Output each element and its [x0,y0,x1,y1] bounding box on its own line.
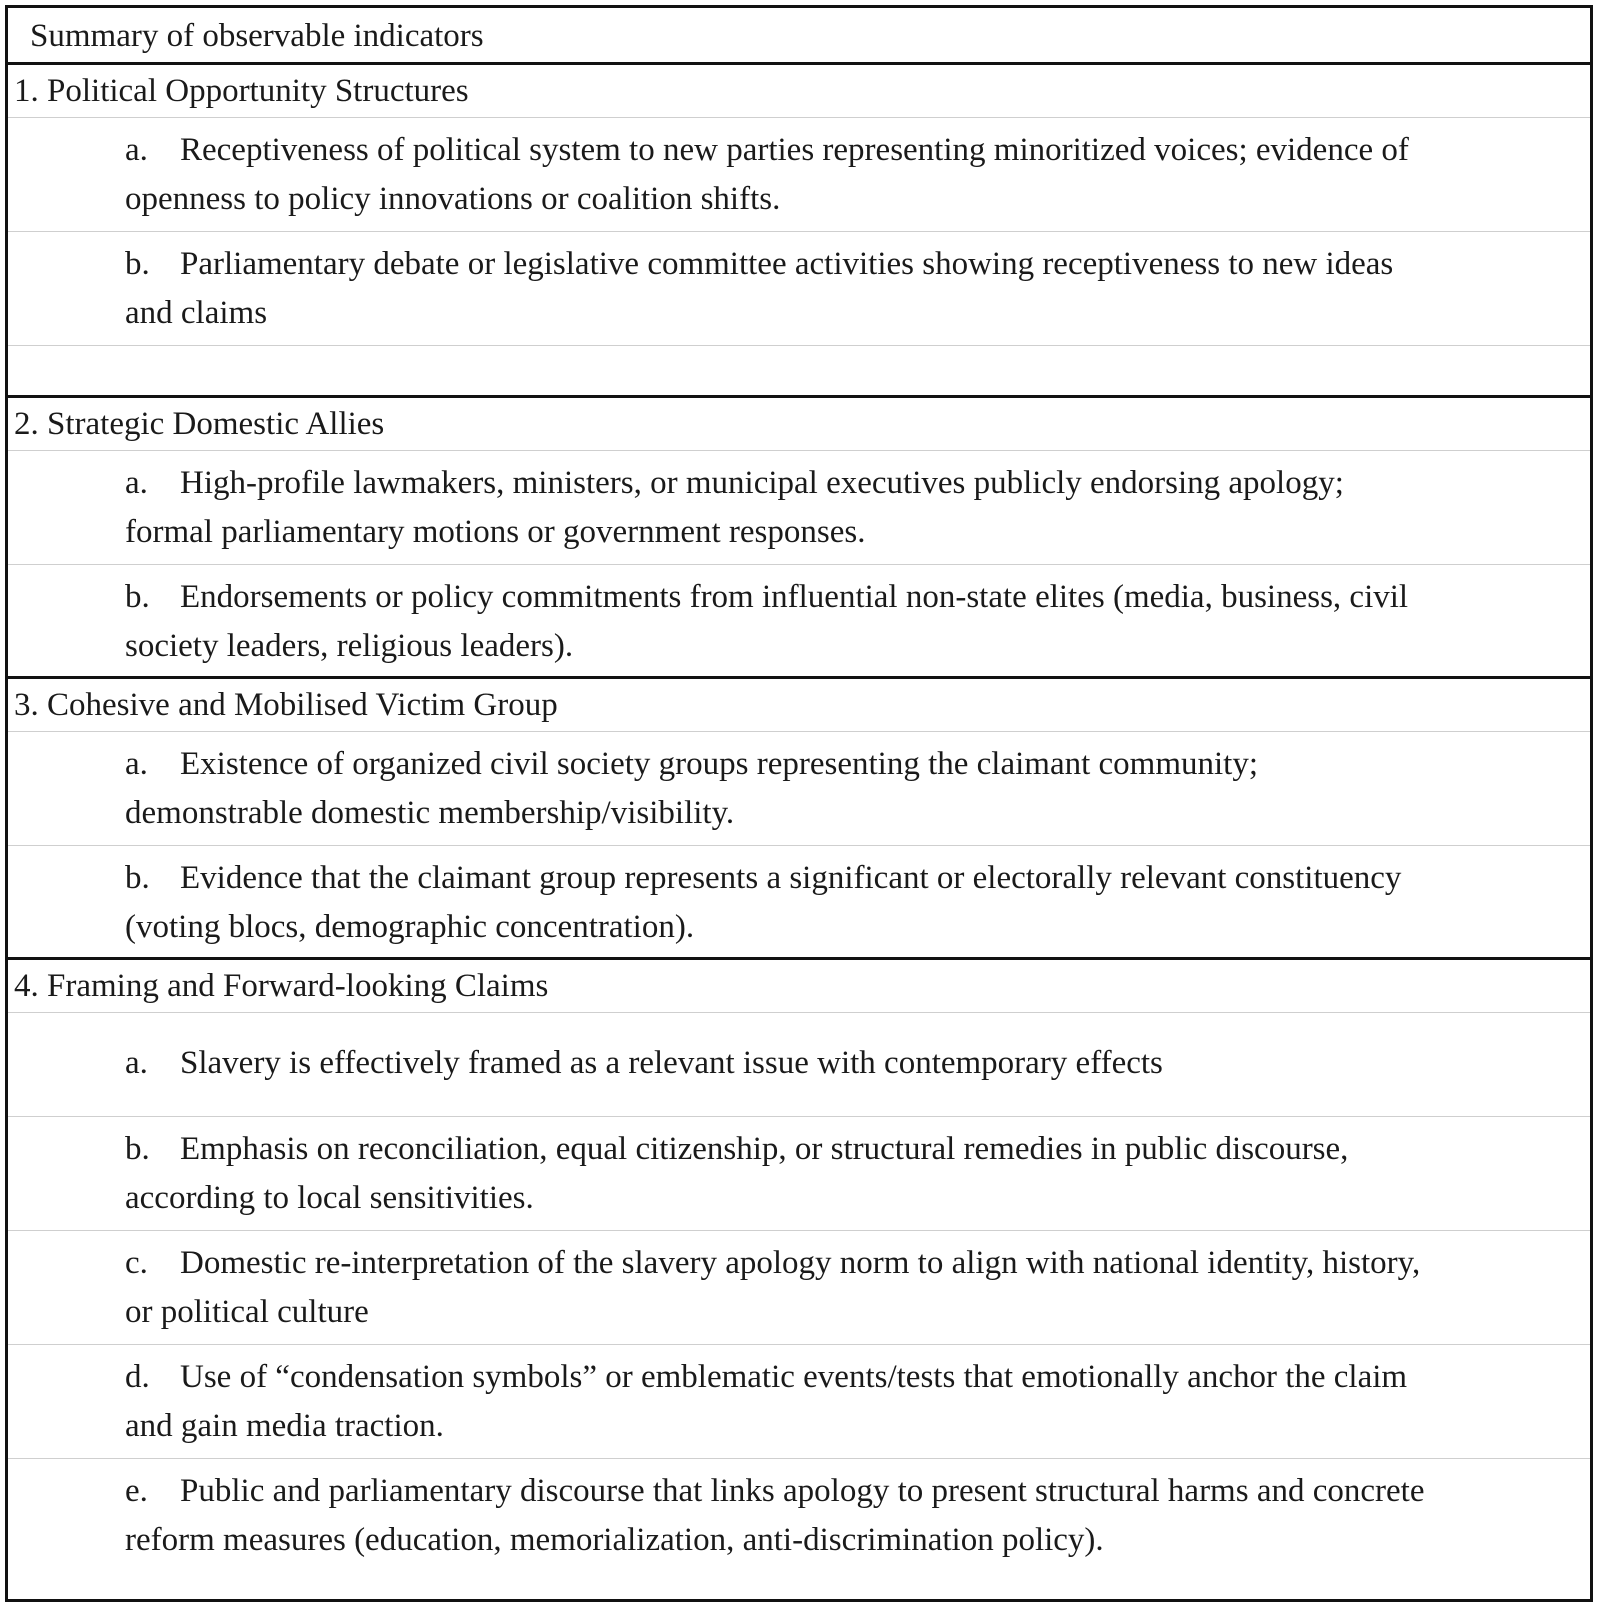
item-text-line1: Endorsements or policy commitments from influential non-state elites (media, business, civil [180,579,1409,615]
table-title: Summary of observable indicators [30,18,484,54]
item-letter: b. [125,1131,150,1167]
item-letter: b. [125,860,150,896]
item-letter: a. [125,132,148,168]
item-text-line1: Public and parliamentary discourse that links apology to present structural harms and concrete [180,1473,1425,1509]
item-text-line1: Use of “condensation symbols” or emblematic events/tests that emotionally anchor the claim [180,1359,1408,1395]
empty-row [8,346,1590,398]
item-text-line1: Receptiveness of political system to new parties representing minoritized voices; evidence of [180,132,1409,168]
item-text-line1: Emphasis on reconciliation, equal citizenship, or structural remedies in public discourse, [180,1131,1349,1167]
table-row [8,732,1590,846]
item-letter: a. [125,465,148,501]
list-item [125,1353,1407,1451]
item-letter: b. [125,579,150,615]
item-text-line1: Domestic re-interpretation of the slavery apology norm to align with national identity, history, [180,1245,1421,1281]
item-text-line1: Parliamentary debate or legislative committee activities showing receptiveness to new ideas [180,246,1394,282]
table-header-row [8,8,1590,65]
section-heading-row [8,398,1590,451]
table-row [8,1345,1590,1459]
item-text-line2: according to local sensitivities. [125,1180,534,1216]
item-letter: a. [125,746,148,782]
indicators-table [5,5,1593,1602]
item-text-line2: openness to policy innovations or coalition shifts. [125,181,781,217]
section-heading-row [8,960,1590,1013]
list-item [125,854,1401,952]
item-text-line2: formal parliamentary motions or government responses. [125,514,866,550]
item-text-line2: (voting blocs, demographic concentration). [125,909,695,945]
table-row [8,565,1590,679]
list-item [125,240,1393,338]
item-text-line2: reform measures (education, memorialization, anti-discrimination policy). [125,1522,1104,1558]
list-item [125,740,1258,838]
list-item [125,1467,1424,1565]
item-letter: c. [125,1245,148,1281]
section-heading-row [8,679,1590,732]
item-text-line1: Slavery is effectively framed as a relevant issue with contemporary effects [180,1045,1163,1081]
table-row [8,1117,1590,1231]
item-letter: b. [125,246,150,282]
table-row [8,846,1590,960]
list-item [125,1239,1420,1337]
list-item [125,459,1344,557]
item-text-line1: High-profile lawmakers, ministers, or municipal executives publicly endorsing apology; [180,465,1344,501]
section-heading: 2. Strategic Domestic Allies [14,406,385,442]
list-item [125,126,1409,224]
table-row [8,1459,1590,1599]
table-row [8,1231,1590,1345]
section-heading: 1. Political Opportunity Structures [14,73,469,109]
section-heading-row [8,65,1590,118]
list-item [125,573,1408,671]
item-text-line2: and claims [125,295,268,331]
item-letter: e. [125,1473,148,1509]
section-heading: 4. Framing and Forward-looking Claims [14,968,549,1004]
list-item [125,1125,1348,1223]
section-heading: 3. Cohesive and Mobilised Victim Group [14,687,558,723]
table-row [8,118,1590,232]
item-letter: d. [125,1359,150,1395]
table-row [8,1013,1590,1117]
item-text-line2: society leaders, religious leaders). [125,628,574,664]
item-letter: a. [125,1045,148,1081]
table-row [8,232,1590,346]
list-item [125,1039,1163,1088]
item-text-line2: or political culture [125,1294,369,1330]
item-text-line2: demonstrable domestic membership/visibility. [125,795,735,831]
item-text-line2: and gain media traction. [125,1408,444,1444]
table-row [8,451,1590,565]
item-text-line1: Existence of organized civil society groups representing the claimant community; [180,746,1258,782]
item-text-line1: Evidence that the claimant group represents a significant or electorally relevant constituency [180,860,1402,896]
